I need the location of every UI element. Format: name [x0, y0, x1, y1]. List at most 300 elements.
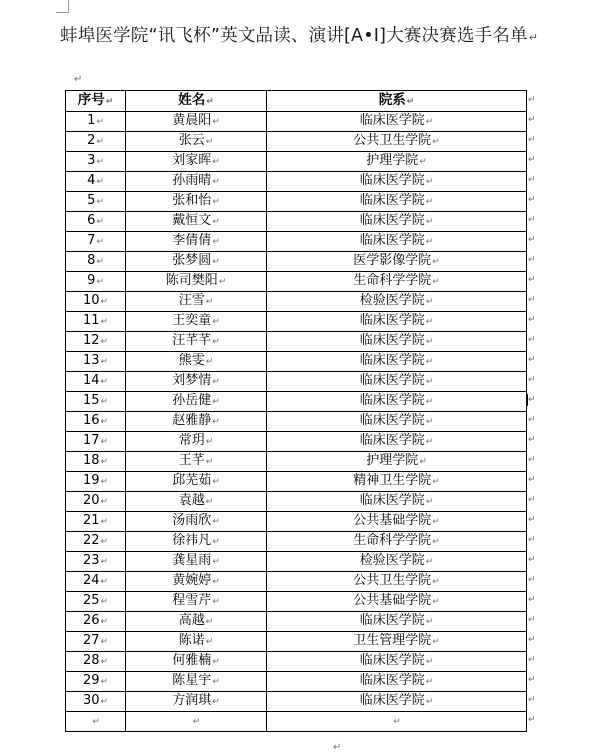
cell-no[interactable]: [66, 352, 126, 372]
cell-name-text: 张梦圆: [172, 253, 212, 268]
cell-no-text: 1: [87, 113, 96, 128]
cell-name-text: 孙岳健: [172, 393, 212, 408]
cell-mark-icon: ↵: [96, 277, 104, 287]
table-row: [66, 392, 527, 412]
cell-name-text: 陈司樊阳: [165, 273, 218, 288]
cell-dept[interactable]: [267, 152, 527, 172]
cell-mark-icon: ↵: [100, 637, 109, 647]
cell-dept[interactable]: [267, 192, 527, 212]
cell-name[interactable]: [126, 512, 267, 532]
cell-no[interactable]: [66, 252, 126, 272]
cell-mark-icon: ↵: [96, 157, 104, 167]
cell-mark-icon: ↵: [92, 717, 100, 727]
cell-dept[interactable]: [267, 292, 527, 312]
cell-no[interactable]: [66, 392, 126, 412]
cell-dept[interactable]: [267, 512, 527, 532]
cell-no-text: 20: [82, 493, 100, 508]
cell-dept[interactable]: [267, 172, 527, 192]
cell-mark-icon: ↵: [212, 657, 220, 667]
cell-no[interactable]: [66, 512, 126, 532]
cell-mark-icon: ↵: [100, 477, 109, 487]
row-end-mark-icon: ↵: [528, 355, 536, 365]
table-row: [66, 452, 527, 472]
row-end-mark-icon: ↵: [528, 435, 536, 445]
cell-name[interactable]: [126, 452, 267, 472]
cell-name[interactable]: [126, 572, 267, 592]
cell-no[interactable]: [66, 172, 126, 192]
cell-name-text: 汤雨欣: [172, 513, 212, 528]
cell-mark-icon: ↵: [212, 117, 220, 127]
cell-mark-icon: ↵: [432, 517, 440, 527]
cell-name-text: 高越: [178, 613, 205, 628]
table-row: [66, 312, 527, 332]
title-text: 蚌埠医学院“讯飞杯”英文品读、演讲[A•I]大赛决赛选手名单: [60, 26, 528, 46]
cell-dept[interactable]: [267, 692, 527, 712]
cell-no[interactable]: [66, 432, 126, 452]
contestant-table[interactable]: [65, 90, 527, 732]
cell-name-text: 赵雅静: [172, 413, 212, 428]
cell-mark-icon: ↵: [425, 117, 434, 127]
cell-name[interactable]: [126, 412, 267, 432]
table-row: [66, 112, 527, 132]
cell-mark-icon: ↵: [96, 217, 104, 227]
table-row: [66, 512, 527, 532]
cell-mark-icon: ↵: [96, 237, 104, 247]
table-row: [66, 132, 527, 152]
cell-mark-icon: ↵: [100, 617, 109, 627]
cell-mark-icon: ↵: [212, 217, 220, 227]
cell-dept[interactable]: [267, 532, 527, 552]
cell-mark-icon: ↵: [212, 317, 220, 327]
cell-no-text: 18: [82, 453, 100, 468]
cell-mark-icon: ↵: [425, 617, 434, 627]
cell-dept[interactable]: [267, 492, 527, 512]
text-cursor: [526, 394, 528, 406]
row-end-mark-icon: ↵: [528, 295, 536, 305]
row-end-mark-icon: ↵: [528, 615, 536, 625]
cell-mark-icon: ↵: [96, 137, 104, 147]
cell-dept[interactable]: [267, 652, 527, 672]
row-end-mark-icon: ↵: [528, 375, 536, 385]
row-end-mark-icon: ↵: [528, 255, 536, 265]
cell-mark-icon: ↵: [205, 437, 214, 447]
cell-mark-icon: ↵: [100, 417, 109, 427]
cell-dept-text: 医学影像学院: [353, 253, 432, 268]
header-cell-name[interactable]: 姓名↵: [126, 91, 267, 112]
cell-no[interactable]: [66, 652, 126, 672]
cell-name[interactable]: [126, 392, 267, 412]
cell-dept-text: 公共基础学院: [353, 593, 432, 608]
cell-dept[interactable]: [267, 612, 527, 632]
row-end-mark-icon: ↵: [528, 535, 536, 545]
row-end-mark-icon: ↵: [528, 175, 536, 185]
cell-name-text: 陈诺: [178, 633, 205, 648]
cell-name-text: 陈星宇: [172, 673, 212, 688]
cell-no-text: 29: [82, 673, 100, 688]
row-end-mark-icon: ↵: [528, 695, 536, 705]
cell-mark-icon: ↵: [100, 297, 109, 307]
cell-no[interactable]: [66, 112, 126, 132]
cell-mark-icon: ↵: [212, 537, 220, 547]
row-end-mark-icon: ↵: [528, 235, 536, 245]
cell-mark-icon: ↵: [205, 457, 214, 467]
cell-no[interactable]: [66, 232, 126, 252]
cell-no[interactable]: [66, 132, 126, 152]
cell-dept-text: 临床医学院: [359, 213, 425, 228]
cell-mark-icon: ↵: [205, 497, 214, 507]
paragraph-mark-icon: ↵: [333, 742, 342, 753]
cell-mark-icon: ↵: [205, 637, 214, 647]
cell-name-text: 黄晨阳: [172, 113, 212, 128]
cell-mark-icon: ↵: [100, 337, 109, 347]
cell-no[interactable]: [66, 332, 126, 352]
cell-no-text: 5: [87, 193, 96, 208]
table-row: [66, 572, 527, 592]
cell-dept-text: 临床医学院: [359, 373, 425, 388]
cell-mark-icon: ↵: [100, 357, 109, 367]
cell-dept-text: 生命科学学院: [353, 533, 432, 548]
cell-no[interactable]: [66, 372, 126, 392]
cell-dept[interactable]: [267, 332, 527, 352]
cell-mark-icon: ↵: [425, 237, 434, 247]
cell-mark-icon: ↵: [100, 537, 109, 547]
row-end-mark-icon: ↵: [528, 715, 536, 725]
cell-no-text: 23: [82, 553, 100, 568]
cell-name[interactable]: [126, 472, 267, 492]
cell-name[interactable]: [126, 552, 267, 572]
cell-dept[interactable]: [267, 272, 527, 292]
cell-no-text: 9: [87, 273, 96, 288]
cell-name[interactable]: [126, 192, 267, 212]
cell-no-text: 30: [82, 693, 100, 708]
header-cell-no[interactable]: 序号↵: [66, 91, 126, 112]
table-row: [66, 252, 527, 272]
cell-mark-icon: ↵: [105, 97, 114, 107]
cell-dept-text: 公共卫生学院: [353, 573, 432, 588]
cell-no-text: 6: [87, 213, 96, 228]
cell-name[interactable]: [126, 332, 267, 352]
cell-mark-icon: ↵: [432, 477, 440, 487]
cell-dept[interactable]: [267, 392, 527, 412]
cell-mark-icon: ↵: [100, 677, 109, 687]
cell-dept-text: 检验医学院: [359, 293, 425, 308]
cell-name-text: 王芊: [178, 453, 205, 468]
cell-no[interactable]: [66, 592, 126, 612]
cell-name[interactable]: [126, 372, 267, 392]
cell-no[interactable]: [66, 572, 126, 592]
cell-name-text: 李倩倩: [172, 233, 212, 248]
row-end-mark-icon: ↵: [528, 675, 536, 685]
cell-mark-icon: ↵: [432, 577, 440, 587]
cell-mark-icon: ↵: [425, 497, 434, 507]
cell-no-text: 19: [82, 473, 100, 488]
cell-mark-icon: ↵: [212, 397, 220, 407]
cell-name-text: 戴恒文: [172, 213, 212, 228]
cell-dept[interactable]: [267, 312, 527, 332]
cell-no[interactable]: [66, 492, 126, 512]
cell-name-text: 孙雨晴: [172, 173, 212, 188]
cell-dept-text: 检验医学院: [359, 553, 425, 568]
document-title[interactable]: [60, 22, 600, 47]
cell-mark-icon: ↵: [425, 557, 434, 567]
cell-name-text: 熊雯: [178, 353, 205, 368]
cell-name-text: 袁越: [178, 493, 205, 508]
cell-dept[interactable]: [267, 452, 527, 472]
cell-dept[interactable]: [267, 632, 527, 652]
cell-name[interactable]: [126, 532, 267, 552]
cell-no-text: 14: [82, 373, 100, 388]
cell-dept-text: 临床医学院: [359, 393, 425, 408]
cell-name[interactable]: [126, 492, 267, 512]
cell-mark-icon: ↵: [212, 597, 220, 607]
row-end-mark-icon: ↵: [528, 315, 536, 325]
cell-dept[interactable]: [267, 372, 527, 392]
cell-dept[interactable]: [267, 472, 527, 492]
cell-name-text: 邱芜茹: [172, 473, 212, 488]
cell-name[interactable]: [126, 232, 267, 252]
table-row: [66, 212, 527, 232]
cell-dept[interactable]: [267, 352, 527, 372]
cell-mark-icon: ↵: [100, 457, 109, 467]
cell-no[interactable]: [66, 712, 126, 732]
cell-no[interactable]: [66, 532, 126, 552]
cell-dept[interactable]: [267, 712, 527, 732]
cell-name[interactable]: [126, 352, 267, 372]
cell-name[interactable]: [126, 652, 267, 672]
cell-dept-text: 临床医学院: [359, 113, 425, 128]
cell-mark-icon: ↵: [432, 257, 440, 267]
table-row: [66, 412, 527, 432]
cell-mark-icon: ↵: [212, 257, 220, 267]
paragraph-mark-icon: ↵: [74, 74, 83, 85]
row-end-marks: [528, 90, 542, 730]
cell-name[interactable]: [126, 592, 267, 612]
cell-name[interactable]: [126, 112, 267, 132]
cell-mark-icon: ↵: [205, 617, 214, 627]
cell-mark-icon: ↵: [425, 397, 434, 407]
cell-mark-icon: ↵: [96, 197, 104, 207]
row-end-mark-icon: ↵: [528, 555, 536, 565]
cell-no[interactable]: [66, 452, 126, 472]
empty-paragraph[interactable]: [74, 67, 82, 86]
cell-mark-icon: ↵: [432, 637, 440, 647]
margin-corner-mark: [56, 0, 69, 13]
cell-mark-icon: ↵: [206, 97, 214, 107]
cell-no-text: 21: [82, 513, 100, 528]
cell-mark-icon: ↵: [100, 317, 109, 327]
cell-mark-icon: ↵: [205, 297, 214, 307]
cell-name[interactable]: [126, 272, 267, 292]
cell-name[interactable]: [126, 692, 267, 712]
cell-dept[interactable]: [267, 592, 527, 612]
cell-mark-icon: ↵: [212, 557, 220, 567]
cell-dept[interactable]: [267, 232, 527, 252]
cell-dept-text: 临床医学院: [359, 613, 425, 628]
cell-mark-icon: ↵: [96, 177, 104, 187]
cell-dept[interactable]: [267, 672, 527, 692]
cell-dept[interactable]: [267, 552, 527, 572]
cell-mark-icon: ↵: [100, 577, 109, 587]
cell-mark-icon: ↵: [212, 517, 220, 527]
row-end-mark-icon: ↵: [528, 395, 536, 405]
row-end-mark-icon: ↵: [528, 415, 536, 425]
cell-no-text: 2: [87, 133, 96, 148]
cell-dept-text: 临床医学院: [359, 333, 425, 348]
cell-mark-icon: ↵: [212, 377, 220, 387]
cell-no[interactable]: [66, 612, 126, 632]
cell-dept-text: 临床医学院: [359, 193, 425, 208]
cell-dept[interactable]: [267, 432, 527, 452]
cell-dept-text: 临床医学院: [359, 173, 425, 188]
cell-mark-icon: ↵: [432, 597, 440, 607]
cell-mark-icon: ↵: [100, 697, 109, 707]
row-end-mark-icon: ↵: [528, 275, 536, 285]
cell-name-text: 何雅楠: [172, 653, 212, 668]
cell-no-text: 26: [82, 613, 100, 628]
cell-name[interactable]: [126, 152, 267, 172]
cell-mark-icon: ↵: [100, 437, 109, 447]
cell-no[interactable]: [66, 412, 126, 432]
cell-name[interactable]: [126, 172, 267, 192]
cell-dept[interactable]: [267, 572, 527, 592]
cell-name-text: 徐祎凡: [172, 533, 212, 548]
cell-mark-icon: ↵: [432, 277, 440, 287]
cell-name[interactable]: [126, 632, 267, 652]
cell-mark-icon: ↵: [212, 417, 220, 427]
cell-mark-icon: ↵: [218, 277, 227, 287]
row-end-mark-icon: ↵: [528, 595, 536, 605]
cell-name-text: 汪芊芊: [172, 333, 212, 348]
cell-mark-icon: ↵: [419, 457, 427, 467]
cell-no[interactable]: [66, 552, 126, 572]
row-end-mark-icon: ↵: [528, 515, 536, 525]
cell-dept-text: 公共卫生学院: [353, 133, 432, 148]
cell-name[interactable]: [126, 612, 267, 632]
cell-mark-icon: ↵: [96, 257, 104, 267]
cell-no[interactable]: [66, 152, 126, 172]
cell-name-text: 方润琪: [172, 693, 212, 708]
cell-mark-icon: ↵: [393, 717, 401, 727]
cell-mark-icon: ↵: [212, 237, 220, 247]
cell-name[interactable]: [126, 212, 267, 232]
cell-no-text: 11: [82, 313, 100, 328]
cell-name[interactable]: [126, 312, 267, 332]
cell-dept-text: 临床医学院: [359, 493, 425, 508]
table-body: [66, 112, 527, 732]
cell-no-text: 3: [87, 153, 96, 168]
cell-mark-icon: ↵: [96, 117, 104, 127]
cell-dept[interactable]: [267, 252, 527, 272]
cell-mark-icon: ↵: [425, 297, 434, 307]
table-row: [66, 472, 527, 492]
table-row: [66, 672, 527, 692]
cell-name-text: 张云: [178, 133, 205, 148]
cell-name[interactable]: [126, 712, 267, 732]
cell-mark-icon: ↵: [205, 137, 214, 147]
row-end-mark-icon: ↵: [528, 455, 536, 465]
cell-no[interactable]: [66, 272, 126, 292]
cell-name[interactable]: [126, 432, 267, 452]
cell-no-text: 28: [82, 653, 100, 668]
cell-mark-icon: ↵: [100, 557, 109, 567]
cell-no[interactable]: [66, 292, 126, 312]
cell-no[interactable]: [66, 672, 126, 692]
cell-no[interactable]: [66, 632, 126, 652]
cell-no-text: 10: [82, 293, 100, 308]
cell-mark-icon: ↵: [425, 657, 434, 667]
cell-name-text: 王奕童: [172, 313, 212, 328]
row-end-mark-icon: ↵: [528, 155, 536, 165]
cell-mark-icon: ↵: [425, 377, 434, 387]
cell-no[interactable]: [66, 192, 126, 212]
cell-mark-icon: ↵: [100, 397, 109, 407]
cell-mark-icon: ↵: [205, 357, 214, 367]
table-row: [66, 432, 527, 452]
cell-mark-icon: ↵: [100, 597, 109, 607]
cell-dept[interactable]: [267, 132, 527, 152]
header-cell-dept[interactable]: 院系↵: [267, 91, 527, 112]
cell-name[interactable]: [126, 672, 267, 692]
cell-no-text: 12: [82, 333, 100, 348]
cell-no[interactable]: [66, 212, 126, 232]
cell-mark-icon: ↵: [425, 437, 434, 447]
cell-no[interactable]: [66, 692, 126, 712]
cell-mark-icon: ↵: [425, 337, 434, 347]
row-end-mark-icon: ↵: [528, 475, 536, 485]
cell-no[interactable]: [66, 472, 126, 492]
cell-no-text: 15: [82, 393, 100, 408]
cell-dept-text: 护理学院: [366, 153, 419, 168]
table-row: [66, 372, 527, 392]
table-row: [66, 532, 527, 552]
cell-name-text: 刘梦情: [172, 373, 212, 388]
cell-mark-icon: ↵: [425, 357, 434, 367]
cell-mark-icon: ↵: [212, 577, 220, 587]
cell-no[interactable]: [66, 312, 126, 332]
cell-name-text: 程雪芹: [172, 593, 212, 608]
cell-mark-icon: ↵: [425, 177, 434, 187]
cell-name[interactable]: [126, 252, 267, 272]
cell-no-text: 22: [82, 533, 100, 548]
cell-dept[interactable]: [267, 112, 527, 132]
cell-mark-icon: ↵: [100, 517, 109, 527]
cell-dept-text: 临床医学院: [359, 313, 425, 328]
cell-name[interactable]: [126, 292, 267, 312]
cell-dept[interactable]: [267, 212, 527, 232]
cell-mark-icon: ↵: [212, 337, 220, 347]
cell-mark-icon: ↵: [212, 157, 220, 167]
cell-mark-icon: ↵: [212, 677, 220, 687]
row-end-mark-icon: ↵: [528, 115, 536, 125]
cell-mark-icon: ↵: [212, 177, 220, 187]
table-row: [66, 612, 527, 632]
cell-dept-text: 临床医学院: [359, 693, 425, 708]
table-row: [66, 652, 527, 672]
row-end-mark-icon: ↵: [528, 495, 536, 505]
cell-mark-icon: ↵: [100, 497, 109, 507]
paragraph-mark-icon: ↵: [528, 31, 539, 44]
cell-name-text: 张和怡: [172, 193, 212, 208]
row-end-mark-icon: ↵: [528, 635, 536, 645]
cell-name-text: 刘家晖: [172, 153, 212, 168]
table-row: [66, 552, 527, 572]
table-row: [66, 292, 527, 312]
cell-dept-text: 临床医学院: [359, 413, 425, 428]
cell-name[interactable]: [126, 132, 267, 152]
cell-mark-icon: ↵: [425, 217, 434, 227]
table-row: [66, 352, 527, 372]
cell-dept[interactable]: [267, 412, 527, 432]
